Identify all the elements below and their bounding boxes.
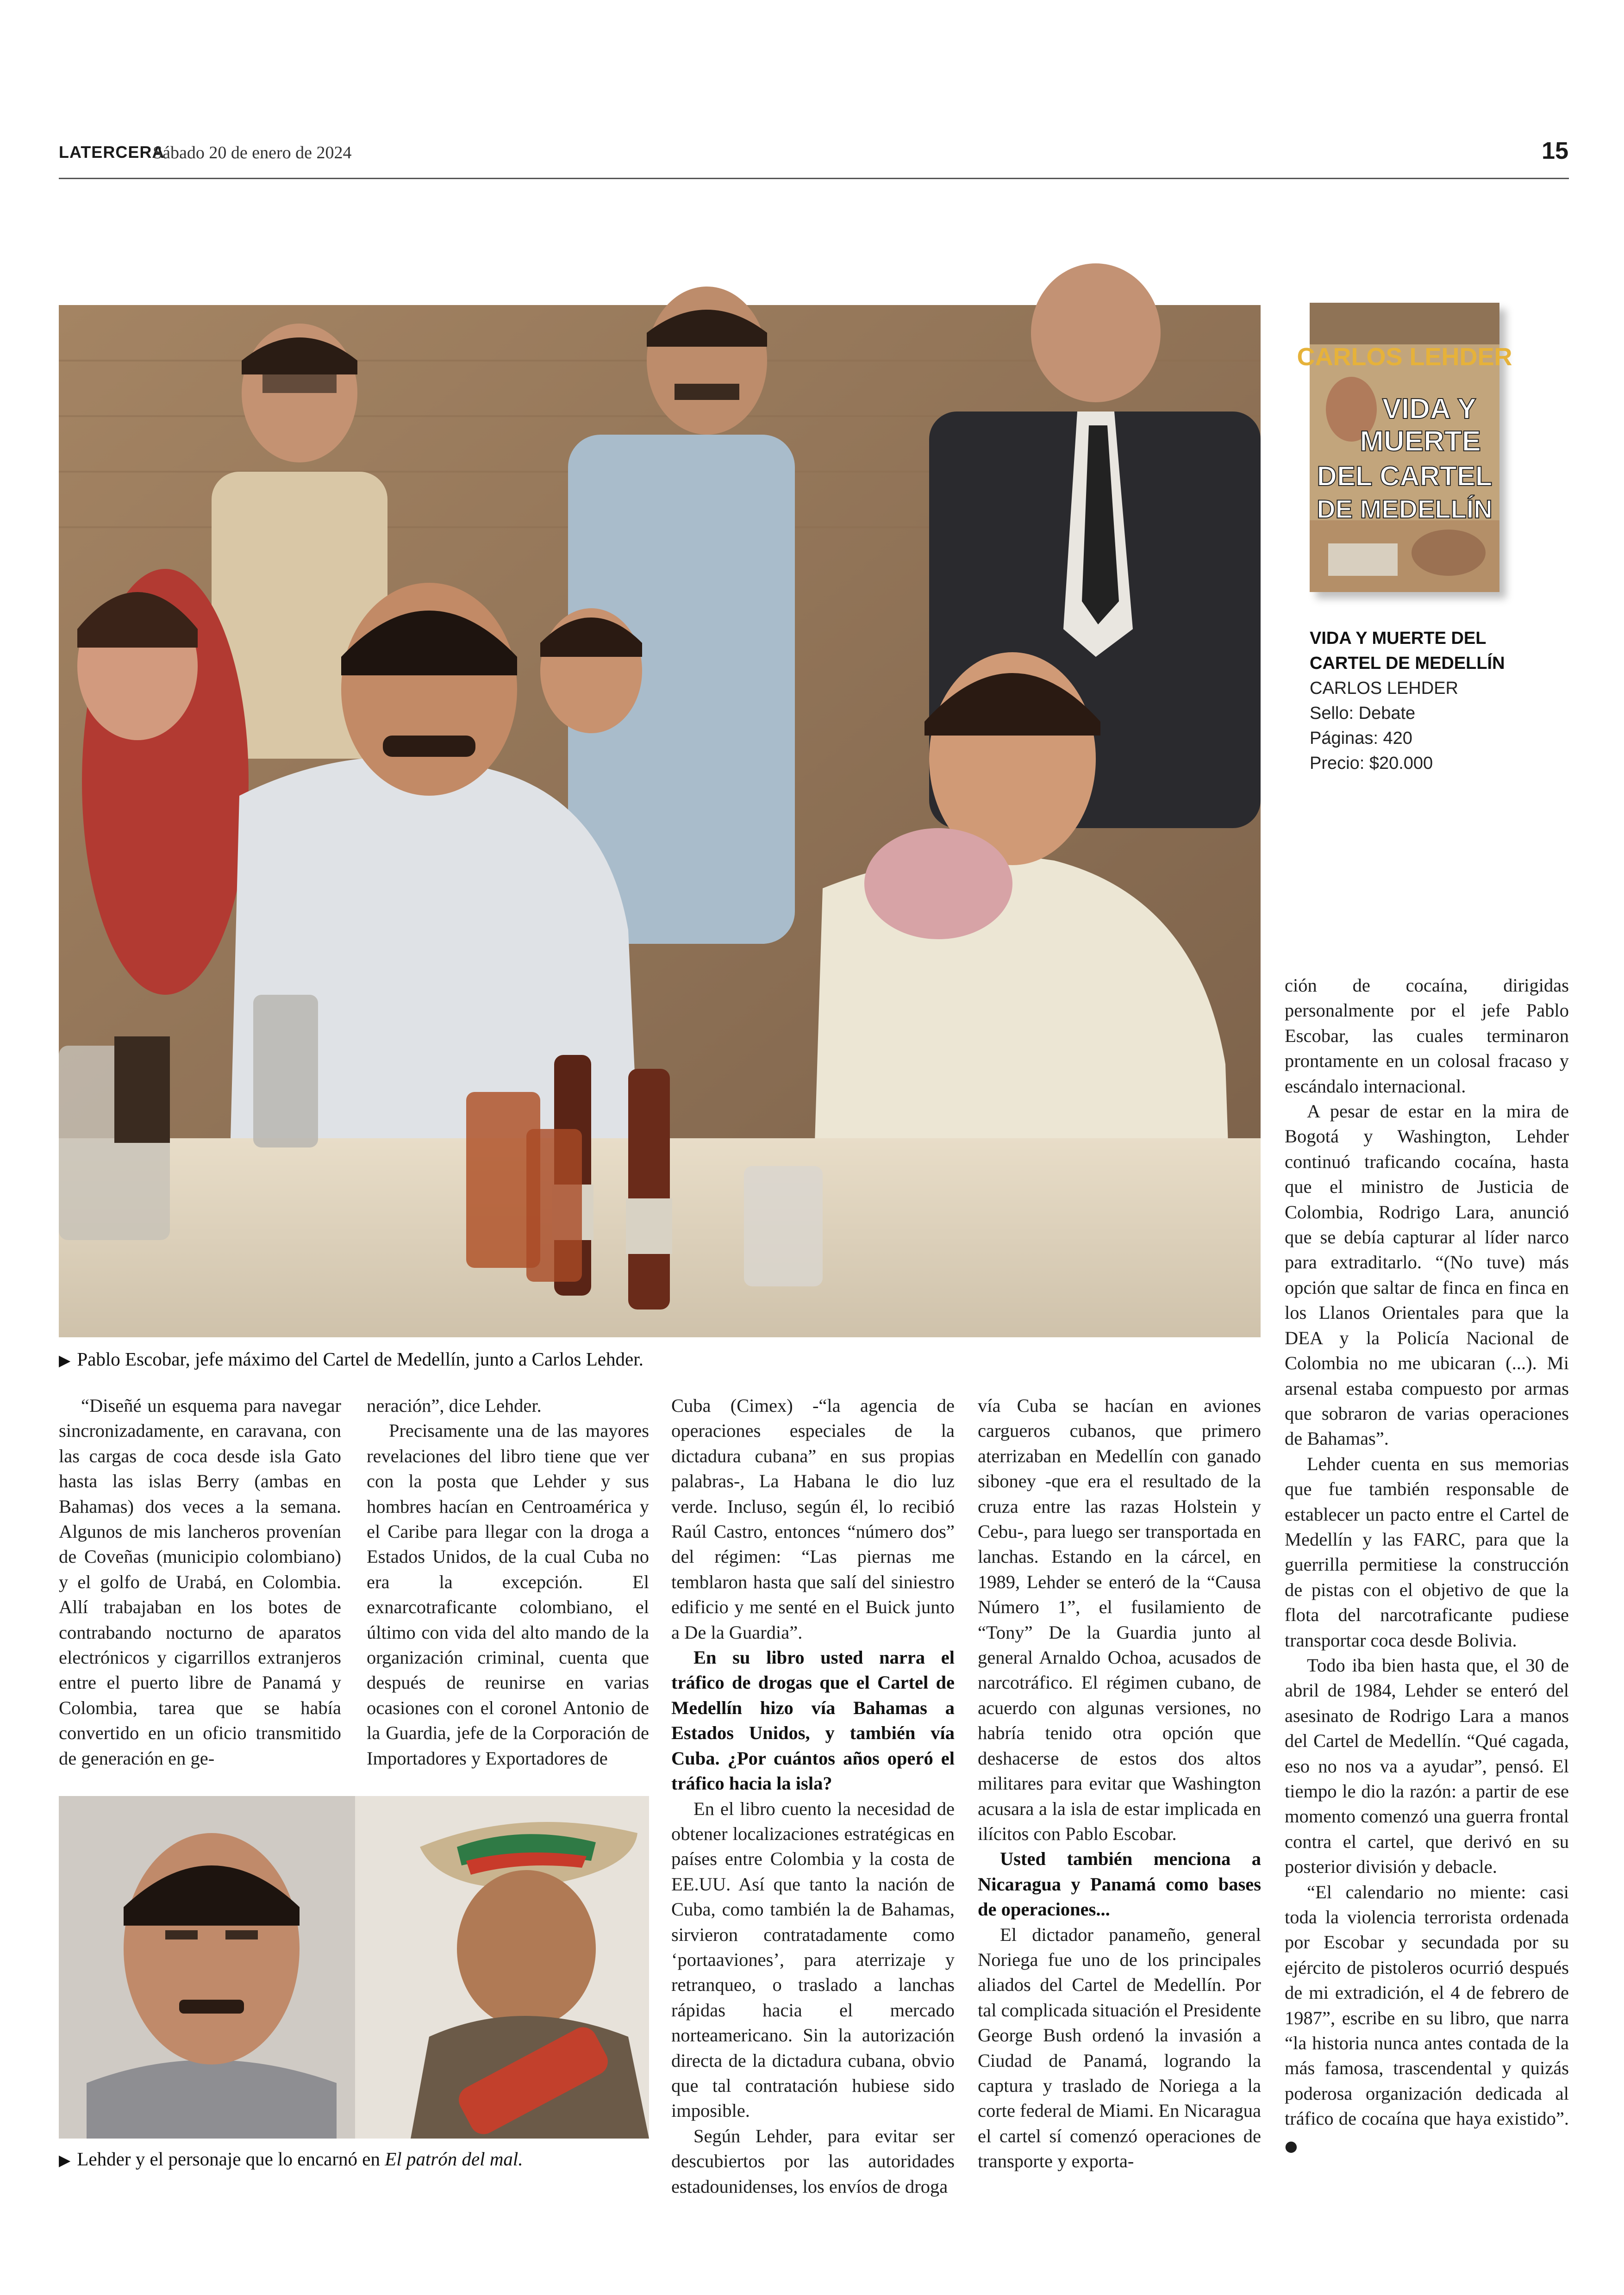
second-photo-illustration bbox=[59, 1796, 649, 2139]
article-paragraph: El dictador panameño, general Noriega fue uno de los principales aliados del Cartel de Medellín. Por tal complicada situación el Presidente George Bush ordenó la invasión a Ciudad de Panamá, logrando la captura y traslado de Noriega a la corte federal de Miami. En Nicaragua el cartel sí comenzó operaciones de transporte y exporta- bbox=[978, 1924, 1261, 2172]
newspaper-brand: LATERCERA bbox=[59, 143, 165, 162]
book-title-line-2: CARTEL DE MEDELLÍN bbox=[1310, 654, 1505, 673]
book-cover-author: CARLOS LEHDER bbox=[1297, 343, 1512, 371]
book-author: CARLOS LEHDER bbox=[1310, 679, 1458, 698]
article-paragraph: neración”, dice Lehder. bbox=[367, 1395, 542, 1416]
book-pages: Páginas: 420 bbox=[1310, 729, 1412, 748]
article-paragraph: vía Cuba se hacían en aviones cargueros cubanos, que primero aterrizaban en Medellín con ganado siboney -que era el resultado de la cruza entre las razas Holstein y Cebu-, para luego ser transportada en lanchas. Estando en la cárcel, en 1989, Lehder se enteró de la “Causa Número 1”, el fusilamiento de “Tony” De la Guardia junto al general Arnaldo Ochoa, acusados de narcotráfico. El régimen cubano, de acuerdo con algunas versiones, no habría tenido otra opción que deshacerse de estos dos altos militares para evitar que Washington acusara a la isla de estar implicada en ilícitos con Pablo Escobar. bbox=[978, 1395, 1261, 1844]
article-paragraph: Todo iba bien hasta que, el 30 de abril de 1984, Lehder se enteró del asesinato de Rodrigo Lara a manos del Cartel de Medellín. “Qué cagada, eso no nos va a ayudar”, pensó. El tiempo le dio la razón: a partir de ese momento comenzó una guerra frontal contra el cartel, que derivó en su posterior división y debacle. bbox=[1285, 1654, 1569, 1877]
second-photo-caption-text: Lehder y el personaje que lo encarnó en bbox=[77, 2148, 385, 2170]
article-paragraph: “El calendario no miente: casi toda la violencia terrorista ordenada por Escobar y secundada por su ejército de pistoleros ocurrió después de mi extradición, el 4 de febrero de 1987”, escribe en su libro, que narra “la historia nunca antes contada de la más famosa, trascendental y quizás poderosa organización dedicada al tráfico de cocaína que haya existido”. ● bbox=[1285, 1880, 1569, 2158]
article-paragraph: Lehder cuenta en sus memorias que fue también responsable de establecer un pacto entre el Cartel de Medellín y las FARC, para que la guerrilla permitiese la construcción de pistas con el objetivo de que la flota del narcotraficante pudiese transportar coca desde Bolivia. bbox=[1285, 1453, 1569, 1651]
caption-triangle-icon: ▶ bbox=[59, 1351, 71, 1369]
article-paragraph: “Diseñé un esquema para navegar sincronizadamente, en caravana, con las cargas de coca desde isla Gato hasta las islas Berry (ambas en Bahamas) dos veces a la semana. Algunos de mis lancheros provenían de Coveñas (municipio colombiano) y el golfo de Urabá, en Colombia. Allí trabajaban en los botes de contrabando nocturno de aparatos electrónicos y cigarrillos extranjeros entre el puerto libre de Panamá y Colombia, tarea que se había convertido en un oficio transmitido de generación en ge- bbox=[59, 1395, 341, 1769]
main-photo-illustration bbox=[59, 305, 1261, 1337]
issue-date: Sábado 20 de enero de 2024 bbox=[153, 143, 352, 162]
article-column-1 bbox=[59, 1393, 341, 1771]
series-title: El patrón del mal. bbox=[385, 2148, 523, 2170]
book-info bbox=[1310, 626, 1569, 776]
article-paragraph: Según Lehder, para evitar ser descubiertos por las autoridades estadounidenses, los envíos de droga bbox=[671, 2125, 955, 2197]
header-divider bbox=[59, 178, 1569, 179]
book-price: Precio: $20.000 bbox=[1310, 754, 1433, 773]
book-cover-title-1: VIDA Y bbox=[1382, 393, 1476, 425]
book-publisher: Sello: Debate bbox=[1310, 704, 1416, 723]
article-paragraph: En el libro cuento la necesidad de obtener localizaciones estratégicas en países entre Colombia y la costa de EE.UU. Así que tanto la nación de Cuba, como también la de Bahamas, sirvieron contratadamente como ‘portaaviones’, para aterrizaje y retranqueo, o traslado a lanchas rápidas hacia el mercado norteamericano. Sin la autorización directa de la dictadura cubana, obvio que tal contratación hubiese sido imposible. bbox=[671, 1798, 955, 2121]
book-cover bbox=[1297, 303, 1512, 592]
article-column-4 bbox=[978, 1393, 1261, 2174]
article-paragraph: A pesar de estar en la mira de Bogotá y Washington, Lehder continuó traficando cocaína, hasta que el ministro de Justicia de Colombia, Rodrigo Lara, anunció que se debía capturar al líder narco para extraditarlo. “(No tuve) más opción que saltar de finca en finca en los Llanos Orientales para que la DEA y la Policía Nacional de Colombia no me ubicaran (...). Mi arsenal estaba compuesto por armas que sobraron de varias operaciones de Bahamas”. bbox=[1285, 1101, 1569, 1449]
article-paragraph: ción de cocaína, dirigidas personalmente por el jefe Pablo Escobar, las cuales terminaron prontamente en un colosal fracaso y escándalo internacional. bbox=[1285, 975, 1569, 1097]
main-photo bbox=[59, 305, 1261, 1337]
book-cover-title-4: DE MEDELLÍN bbox=[1317, 494, 1493, 524]
article-paragraph: Precisamente una de las mayores revelaciones del libro tiene que ver con la posta que Lehder y sus hombres hacían en Centroamérica y el Caribe para llegar con la droga a Estados Unidos, de la cual Cuba no era la excepción. El exnarcotraficante colombiano, el último con vida del alto mando de la organización criminal, cuenta que después de reunirse en varias ocasiones con el coronel Antonio de la Guardia, jefe de la Corporación de Importadores y Exportadores de bbox=[367, 1420, 649, 1769]
book-cover-title-2: MUERTE bbox=[1360, 425, 1481, 457]
article-column-3 bbox=[671, 1393, 955, 2199]
interview-question: En su libro usted narra el tráfico de drogas que el Cartel de Medellín hizo vía Bahamas a Estados Unidos, y también vía Cuba. ¿Por cuántos años operó el tráfico hacia la isla? bbox=[671, 1647, 955, 1794]
book-title-line-1: VIDA Y MUERTE DEL bbox=[1310, 629, 1487, 648]
main-photo-caption-text: Pablo Escobar, jefe máximo del Cartel de Medellín, junto a Carlos Lehder. bbox=[77, 1348, 643, 1370]
article-column-5 bbox=[1285, 973, 1569, 2158]
article-column-2 bbox=[367, 1393, 649, 1771]
book-cover-illustration bbox=[1297, 303, 1512, 592]
interview-question: Usted también menciona a Nicaragua y Panamá como bases de operaciones... bbox=[978, 1848, 1261, 1920]
second-photo-caption bbox=[59, 2148, 523, 2170]
caption-triangle-icon: ▶ bbox=[59, 2151, 71, 2169]
main-photo-caption bbox=[59, 1348, 643, 1370]
page-number: 15 bbox=[1542, 137, 1568, 164]
book-cover-title-3: DEL CARTEL bbox=[1317, 461, 1493, 492]
second-photo bbox=[59, 1796, 649, 2139]
article-paragraph: Cuba (Cimex) -“la agencia de operaciones especiales de la dictadura cubana” en sus propias palabras-, La Habana le dio luz verde. Incluso, según él, lo recibió Raúl Castro, entonces “número dos” del régimen: “Las piernas me temblaron hasta que salí del siniestro edificio y me senté en el Buick junto a De la Guardia”. bbox=[671, 1395, 955, 1643]
